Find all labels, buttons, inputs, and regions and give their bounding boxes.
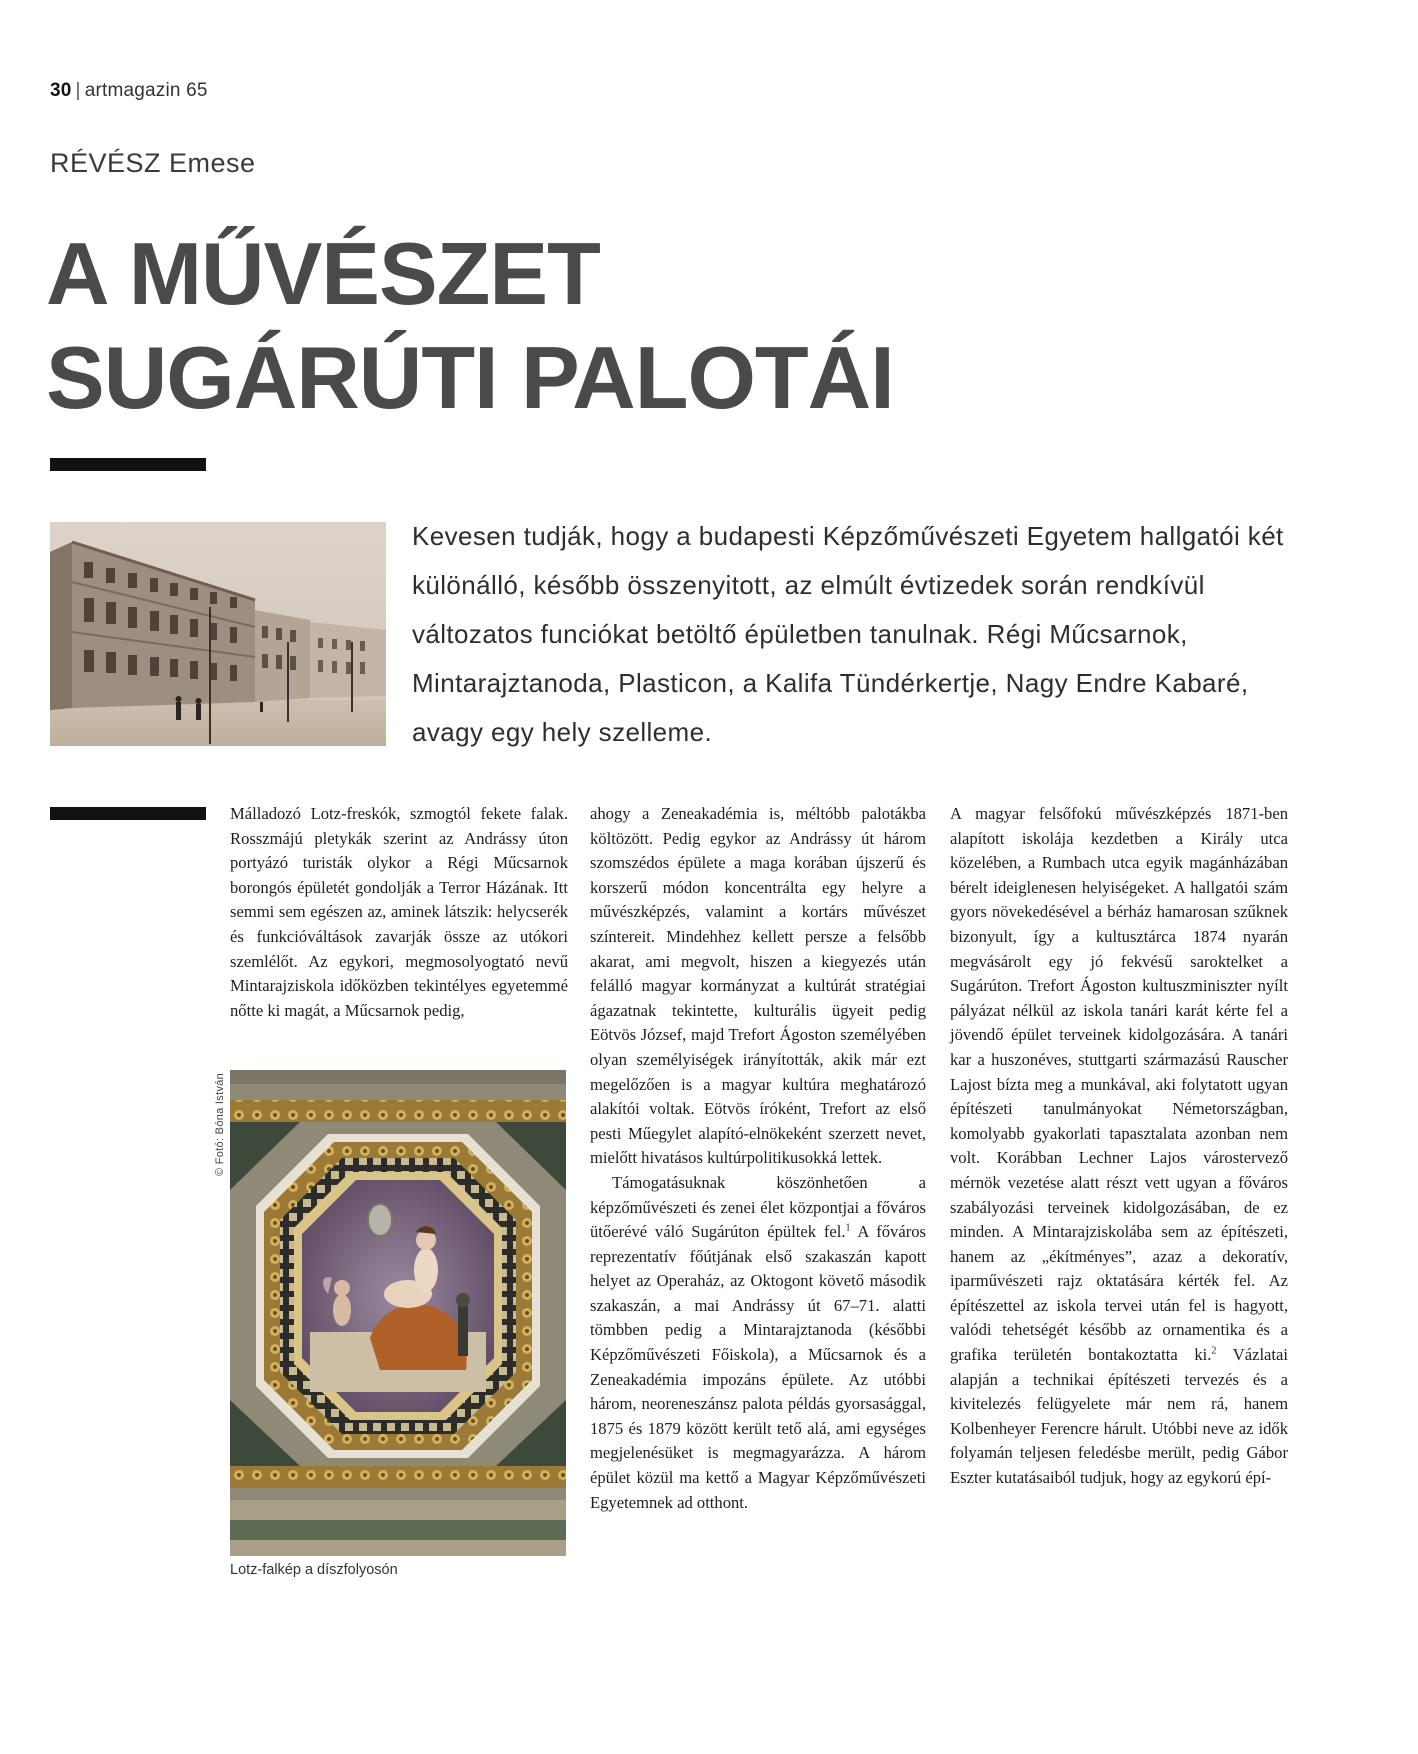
body-text: Támogatásuknak köszönhetően a képzőművészeti és zenei élet központjai a főváros ütőerévé váló Sugárúton épültek fel. <box>590 1172 926 1242</box>
photo-caption: Lotz-falkép a díszfolyosón <box>230 1562 398 1578</box>
footnote-ref: 2 <box>1211 1345 1217 1357</box>
lotz-fresco-photo <box>230 1070 566 1556</box>
body-paragraph: Málladozó Lotz-freskók, szmogtól fekete falak. Rosszmájú pletykák szerint az Andrássy úton portyázó turisták olykor a Régi Műcsarnok borongós épületét gondolják a Terror Házának. Itt semmi sem egészen az, aminek látszik: helycserék és funkcióváltások zavarják össze az utókori szemlélőt. Az egykori, megmosolyogtató nevű Mintarajziskola időközben tekintélyes egyetemmé nőtte ki magát, a Műcsarnok pedig, <box>230 804 568 1020</box>
body-text: A magyar felsőfokú művészképzés 1871-ben alapított iskolája kezdetben a Király utca közelében, a Rumbach utca egyik magánházában bérelt ideiglenesen helyiségeket. A hallgatói szám gyors növekedésével a bérház hamarosan szűknek bizonyult, így a kultusztárca 1874 nyarán megvásárolt egy jó fekvésű saroktelket a Sugárúton. Trefort Ágoston kultuszminiszter nyílt pályázat nélkül az iskola tanári karát kérte fel a jövendő épület terveinek kidolgozására. A tanári kar a huszonéves, stuttgarti származású Rauscher Lajost bízta meg a munkával, aki folytatott ugyan építészeti tanulmányokat Németországban, komolyabb gyakorlati tapasztalata azonban nem volt. Korábban Lechner Lajos várostervező mérnök vezetése alatt részt vett ugyan a főváros szabályozási terveinek kidolgozásában, de ez minden. A Mintarajziskolába sem az építészeti, hanem az „ékítményes”, azaz a dekoratív, iparművészeti rajz oktatására kérték fel. Az építészettel az iskola tervei után fel is hagyott, valódi tehetségét később az ornamentika és a grafika területén bontakoztatta ki. <box>950 804 1288 1365</box>
lead-paragraph: Kevesen tudják, hogy a budapesti Képzőművészeti Egyetem hallgatói két különálló, később összenyitott, az elmúlt évtizedek során rendkívül változatos funciókat betöltő épületben tanulnak. Régi Műcsarnok, Mintarajztanoda, Plasticon, a Kalifa Tündérkertje, Nagy Endre Kabaré, avagy egy hely szelleme. <box>412 521 1284 747</box>
body-column-1 <box>230 802 568 1023</box>
body-text: Vázlatai alapján a technikai építészeti tervezés és a kivitelezés felügyelete már nem rá, hanem Kolbenheyer Ferencre hárult. Utóbbi neve az idők folyamán teljesen feledésbe merült, pedig Gábor Eszter kutatásaiból tudjuk, hogy az egykorú épí- <box>950 1345 1289 1488</box>
article-title <box>46 222 894 430</box>
body-paragraph <box>950 802 1288 1491</box>
title-line-2: SUGÁRÚTI PALOTÁI <box>46 328 894 427</box>
body-column-3 <box>950 802 1288 1491</box>
header-separator: | <box>75 80 81 101</box>
article-author: RÉVÉSZ Emese <box>50 148 256 178</box>
title-line-1: A MŰVÉSZET <box>46 224 600 323</box>
title-divider-bar <box>50 458 206 471</box>
body-text: A főváros reprezentatív főútjának első szakaszán kapott helyet az Operaház, az Oktogont követő második szakaszán, a mai Andrássy út 67–71. alatti tömbben pedig a Mintarajztanoda (későbbi Képzőművészeti Főiskola), a Műcsarnok és a Zeneakadémia impozáns épülete. Az utóbbi három, neoreneszánsz palota példás gyorsasággal, 1875 és 1879 között került tető alá, ami egységes megjelenésüket is megmagyarázza. A három épület közül ma kettő a Magyar Képzőművészeti Egyetemnek ad otthont. <box>590 1222 926 1512</box>
page-number: 30 <box>50 80 72 101</box>
body-divider-bar <box>50 807 206 820</box>
magazine-name: artmagazin 65 <box>84 80 208 101</box>
body-paragraph: ahogy a Zeneakadémia is, méltóbb palotákba költözött. Pedig egykor az Andrássy út három szomszédos épülete a maga korában újszerű és korszerű módon koncentrálta egy helyre a művészképzés, valamint a kortárs művészet színtereit. Mindehhez kellett persze a felsőbb akarat, ami megvolt, hiszen a kiegyezés után felálló magyar kormányzat a kultúrát stratégiai ágazatnak tekintette, kulturális ügyeit pedig Eötvös József, majd Trefort Ágoston személyében olyan személyiségek irányították, akik már ezt megelőzően is a magyar kultúra meghatározó alakítói voltak. Eötvös íróként, Trefort az első pesti Műegylet alapító-elnökeként szerzett nevet, mielőtt hivatásos kultúrpolitikusokká lettek. <box>590 804 926 1168</box>
historic-building-photo <box>50 522 386 746</box>
footnote-ref: 1 <box>845 1222 851 1234</box>
body-paragraph <box>590 1171 926 1515</box>
page-header <box>50 80 208 102</box>
photo-credit: © Fotó: Bóna István <box>214 1072 226 1176</box>
body-column-2 <box>590 802 926 1515</box>
